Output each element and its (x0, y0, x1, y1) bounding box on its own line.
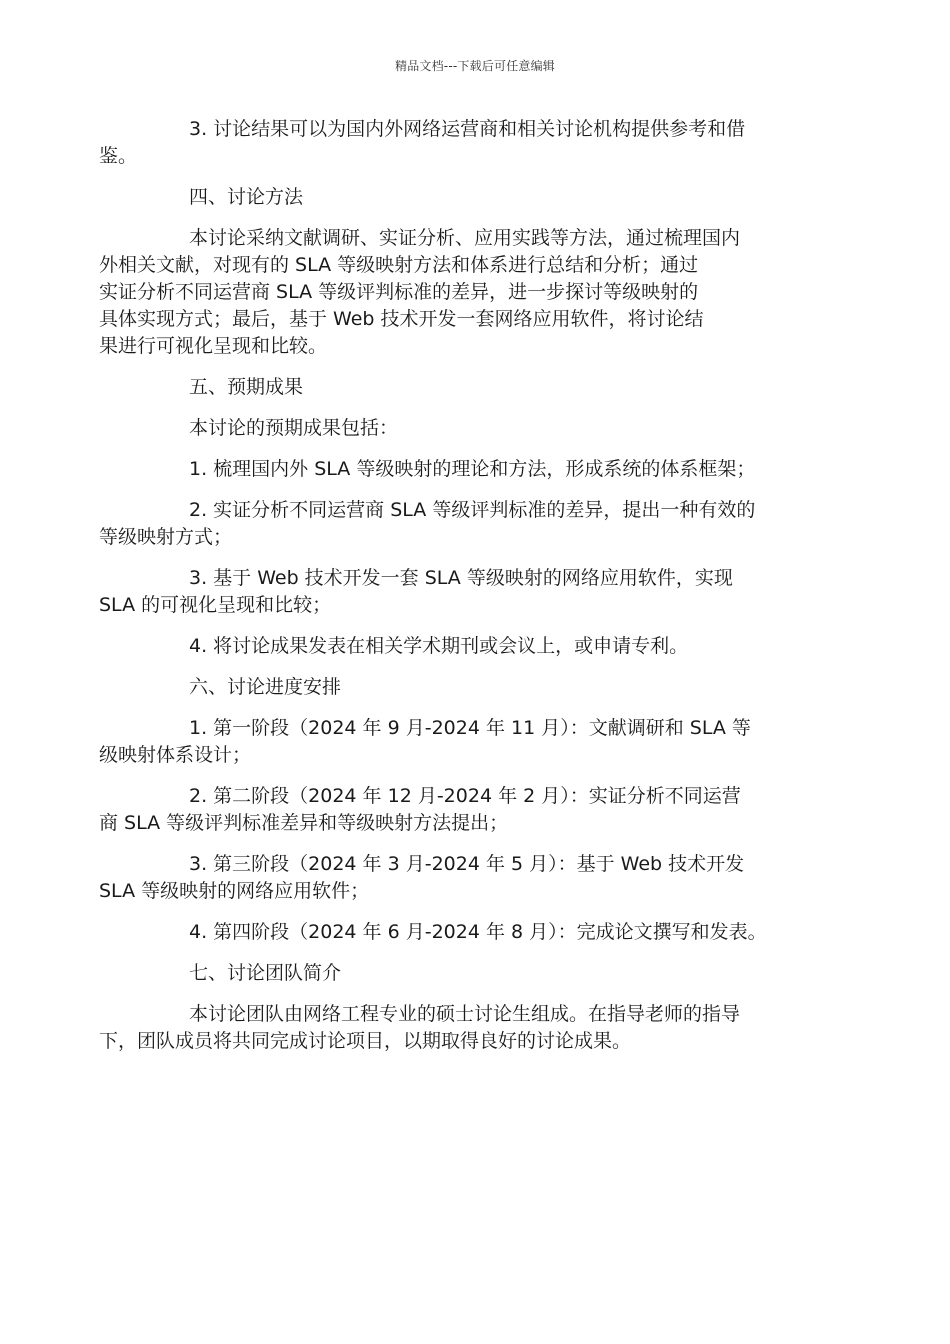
paragraph-line: 4. 将讨论成果发表在相关学术期刊或会议上，或申请专利。 (189, 635, 689, 657)
paragraph (99, 851, 808, 905)
paragraph (99, 1001, 808, 1055)
paragraph-line: 2. 第二阶段（2024 年 12 月-2024 年 2 月）：实证分析不同运营 (189, 785, 741, 807)
paragraph (99, 715, 808, 769)
paragraph-line: 等级映射方式； (99, 526, 233, 548)
paragraph-line: 四、讨论方法 (189, 186, 304, 208)
paragraph-line: 七、讨论团队简介 (189, 962, 342, 984)
document-body (99, 116, 808, 1069)
paragraph-line: 实证分析不同运营商 SLA 等级评判标准的差异，进一步探讨等级映射的 (99, 281, 699, 303)
paragraph-line: 鉴。 (99, 145, 138, 167)
paragraph-line: 果进行可视化呈现和比较。 (99, 335, 328, 357)
paragraph-line: 五、预期成果 (189, 376, 304, 398)
paragraph-line: 本讨论采纳文献调研、实证分析、应用实践等方法，通过梳理国内 (189, 227, 741, 249)
paragraph-line: 1. 梳理国内外 SLA 等级映射的理论和方法，形成系统的体系框架； (189, 458, 756, 480)
paragraph (99, 116, 808, 170)
paragraph-line: 3. 第三阶段（2024 年 3 月-2024 年 5 月）：基于 Web 技术开发 (189, 853, 745, 875)
paragraph-line: 3. 基于 Web 技术开发一套 SLA 等级映射的网络应用软件，实现 (189, 567, 733, 589)
paragraph (144, 674, 808, 701)
paragraph (99, 497, 808, 551)
page-header: 精品文档---下载后可任意编辑 (395, 59, 555, 73)
paragraph (144, 415, 808, 442)
paragraph-line: 本讨论的预期成果包括： (189, 417, 399, 439)
paragraph-line: 外相关文献，对现有的 SLA 等级映射方法和体系进行总结和分析；通过 (99, 254, 699, 276)
paragraph (144, 960, 808, 987)
paragraph-line: SLA 等级映射的网络应用软件； (99, 880, 370, 902)
paragraph-line: 4. 第四阶段（2024 年 6 月-2024 年 8 月）：完成论文撰写和发表。 (189, 921, 767, 943)
paragraph (144, 184, 808, 211)
paragraph-line: 级映射体系设计； (99, 744, 252, 766)
paragraph (144, 919, 808, 946)
paragraph-line: 下，团队成员将共同完成讨论项目，以期取得良好的讨论成果。 (99, 1030, 632, 1052)
paragraph (99, 565, 808, 619)
paragraph-line: 2. 实证分析不同运营商 SLA 等级评判标准的差异，提出一种有效的 (189, 499, 756, 521)
paragraph (144, 456, 808, 483)
paragraph-line: 3. 讨论结果可以为国内外网络运营商和相关讨论机构提供参考和借 (189, 118, 746, 140)
paragraph (144, 374, 808, 401)
paragraph-line: 1. 第一阶段（2024 年 9 月-2024 年 11 月）：文献调研和 SLA 等 (189, 717, 751, 739)
paragraph-line: 商 SLA 等级评判标准差异和等级映射方法提出； (99, 812, 509, 834)
paragraph-line: 具体实现方式；最后，基于 Web 技术开发一套网络应用软件，将讨论结 (99, 308, 704, 330)
paragraph-line: SLA 的可视化呈现和比较； (99, 594, 332, 616)
paragraph (144, 633, 808, 660)
paragraph (99, 783, 808, 837)
paragraph (99, 225, 808, 360)
paragraph-line: 六、讨论进度安排 (189, 676, 342, 698)
paragraph-line: 本讨论团队由网络工程专业的硕士讨论生组成。在指导老师的指导 (189, 1003, 741, 1025)
